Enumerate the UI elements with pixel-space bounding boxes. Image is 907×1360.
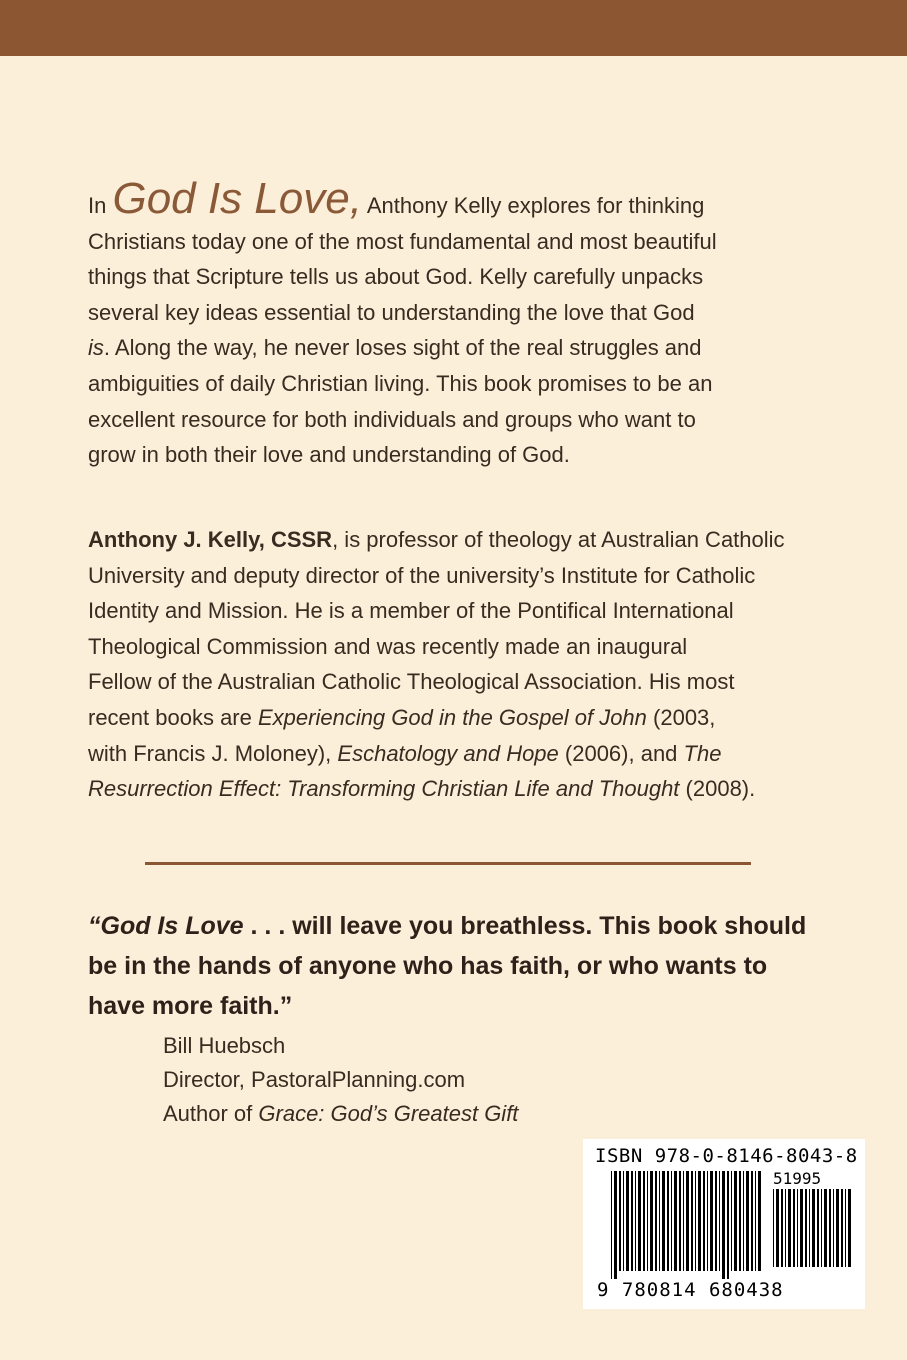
barcode-bar [667, 1171, 669, 1271]
barcode-bar [655, 1171, 657, 1271]
barcode-bar [817, 1189, 819, 1267]
isbn-label: ISBN 978-0-8146-8043-8 [595, 1145, 858, 1167]
endorser-role: Director, PastoralPlanning.com [163, 1067, 466, 1092]
barcode-bar [845, 1189, 846, 1267]
endorser-name: Bill Huebsch [163, 1033, 286, 1058]
barcode-bar [800, 1189, 803, 1267]
barcode-bar [623, 1171, 624, 1271]
barcode-bar [746, 1171, 749, 1271]
barcode-bar [751, 1171, 753, 1271]
barcode-bar [797, 1189, 798, 1267]
barcode-bar [722, 1171, 725, 1279]
barcode-bar [611, 1171, 612, 1279]
barcode-bar [662, 1171, 665, 1271]
barcode-bar [626, 1171, 629, 1271]
barcode-bar [691, 1171, 693, 1271]
barcode-bar [848, 1189, 851, 1267]
barcode-bar [698, 1171, 701, 1271]
top-color-band [0, 0, 907, 56]
author-bio: Anthony J. Kelly, CSSR, is professor of theology at Australian Catholic University and deputy director of the university’s Institute for Catholic Identity and Mission. He is a member of the Pontifical International Theological Commission and was recently made an inaugural Fellow of the Australian Catholic Theological Association. His most recent books are Experiencing God in the Gospel of John (2003, with Francis J. Moloney), Eschatology and Hope (2006), and The Resurrection Effect: Transforming Christian Life and Thought (2008). [88, 527, 785, 802]
barcode-bar [647, 1171, 648, 1271]
barcode-bar [683, 1171, 684, 1271]
barcode-bar [695, 1171, 696, 1271]
barcode-bar [788, 1189, 791, 1267]
ean-barcode-bars [611, 1171, 761, 1279]
price-code: 51995 [773, 1169, 822, 1188]
barcode-bar [727, 1171, 729, 1279]
barcode-bar [773, 1189, 774, 1267]
barcode-bar [631, 1171, 633, 1271]
barcode-bar [821, 1189, 822, 1267]
barcode-bar [758, 1171, 761, 1271]
barcode-bar [614, 1171, 617, 1279]
barcode-bar [703, 1171, 705, 1271]
addon-barcode-bars [773, 1189, 853, 1275]
barcode-bar [785, 1189, 786, 1267]
barcode-bar [833, 1189, 834, 1267]
barcode-bar [734, 1171, 737, 1271]
barcode-bar [710, 1171, 713, 1271]
barcode-bar [755, 1171, 756, 1271]
barcode-bar [674, 1171, 677, 1271]
barcode-bar [686, 1171, 689, 1271]
barcode-bar [841, 1189, 843, 1267]
barcode-bar [812, 1189, 815, 1267]
book-title-inline: God Is Love, [112, 174, 362, 223]
barcode-bar [671, 1171, 672, 1271]
barcode-bar [809, 1189, 810, 1267]
description-blurb: In God Is Love, Anthony Kelly explores for thinking Christians today one of the most fundamental and most beautiful things that Scripture tells us about God. Kelly carefully unpacks several key ideas essential to understanding the love that God is. Along the way, he never loses sight of the real struggles and ambiguities of daily Christian living. This book promises to be an excellent resource for both individuals and groups who want to grow in both their love and understanding of God. [88, 174, 717, 468]
barcode-bar [776, 1189, 779, 1267]
barcode-bar [739, 1171, 741, 1271]
endorser-book: Author of Grace: God’s Greatest Gift [163, 1101, 519, 1126]
barcode-bar [707, 1171, 708, 1271]
section-divider [145, 862, 751, 865]
barcode-bar [635, 1171, 636, 1271]
barcode-bar [719, 1171, 720, 1271]
isbn-barcode [583, 1139, 865, 1309]
barcode-bar [829, 1189, 831, 1267]
barcode-bar [638, 1171, 641, 1271]
barcode-bar [824, 1189, 827, 1267]
barcode-bar [805, 1189, 807, 1267]
barcode-bar [679, 1171, 681, 1271]
barcode-bar [650, 1171, 653, 1271]
barcode-bar [731, 1171, 732, 1271]
endorsement-attribution [163, 1029, 663, 1131]
barcode-bar [836, 1189, 839, 1267]
barcode-bar [793, 1189, 795, 1267]
barcode-bar [643, 1171, 645, 1271]
barcode-bar [715, 1171, 717, 1271]
barcode-bar [781, 1189, 783, 1267]
barcode-bar [743, 1171, 744, 1271]
endorsement-quote: “God Is Love . . . will leave you breathless. This book should be in the hands of anyone who has faith, or who wants to have more faith.” [88, 912, 807, 1020]
author-name: Anthony J. Kelly, CSSR [88, 527, 333, 552]
ean-digits: 9 780814 680438 [597, 1279, 784, 1301]
barcode-bar [659, 1171, 660, 1271]
barcode-bar [619, 1171, 621, 1271]
